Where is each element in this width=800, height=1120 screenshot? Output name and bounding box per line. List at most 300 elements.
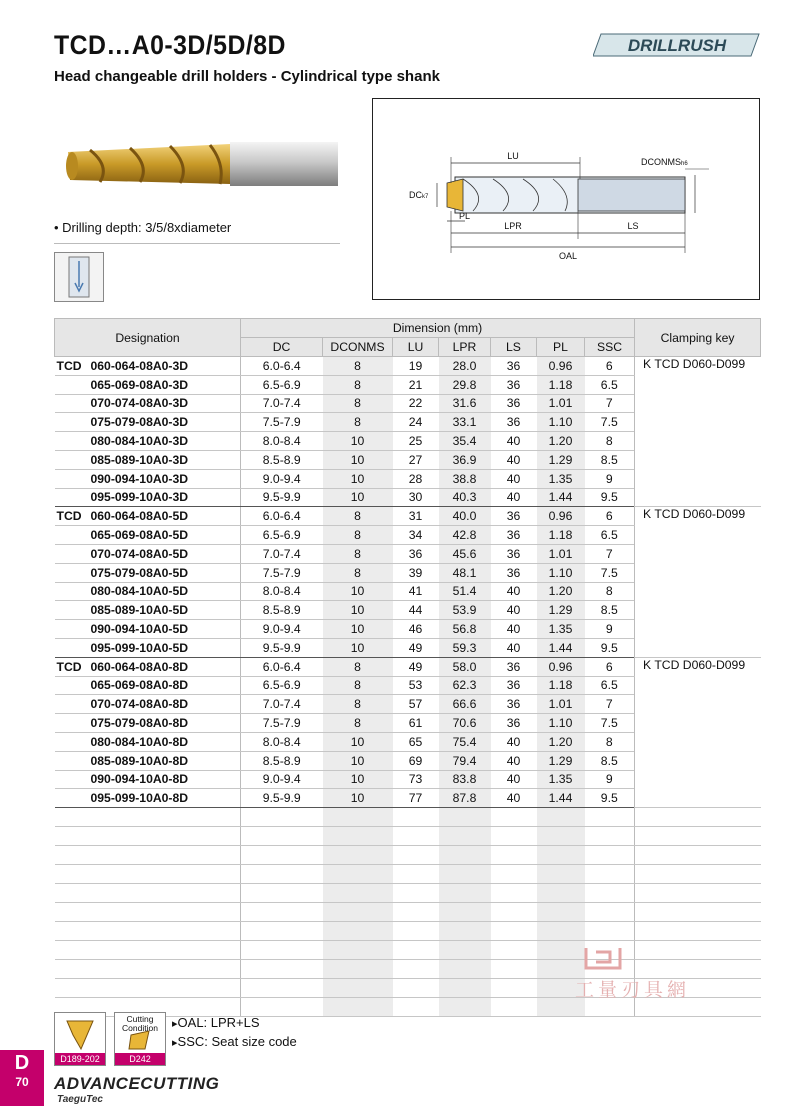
clamping-key-cell: K TCD D060-D099	[635, 657, 761, 807]
designation-cell	[55, 507, 241, 526]
designation-cell	[55, 413, 241, 432]
designation-code: 060-064-08A0-5D	[90, 509, 189, 524]
dc-cell: 8.5-8.9	[241, 601, 323, 620]
empty-cell	[491, 941, 537, 960]
pl-cell: 1.29	[537, 751, 585, 770]
dc-cell: 8.0-8.4	[241, 432, 323, 451]
lpr-cell: 40.3	[439, 488, 491, 507]
designation-cell	[55, 751, 241, 770]
ls-cell: 36	[491, 526, 537, 545]
table-row	[55, 657, 761, 676]
dconms-cell: 10	[323, 469, 393, 488]
section-letter: D	[14, 1052, 30, 1074]
pl-cell: 1.01	[537, 544, 585, 563]
ls-cell: 40	[491, 732, 537, 751]
lpr-cell: 38.8	[439, 469, 491, 488]
designation-code: 085-089-10A0-3D	[90, 452, 189, 467]
dconms-cell: 8	[323, 375, 393, 394]
dconms-cell: 10	[323, 582, 393, 601]
empty-cell	[439, 979, 491, 998]
dimension-diagram	[372, 98, 760, 300]
insert-reference-page: D189-202	[55, 1053, 105, 1065]
empty-cell	[491, 884, 537, 903]
col-ssc: SSC	[585, 338, 635, 357]
ssc-cell: 8.5	[585, 450, 635, 469]
lu-cell: 19	[393, 357, 439, 376]
dconms-cell: 8	[323, 695, 393, 714]
lu-cell: 25	[393, 432, 439, 451]
lpr-cell: 42.8	[439, 526, 491, 545]
designation-cell	[55, 676, 241, 695]
ls-cell: 40	[491, 469, 537, 488]
empty-cell	[537, 884, 585, 903]
col-pl: PL	[537, 338, 585, 357]
dconms-cell: 10	[323, 450, 393, 469]
empty-cell	[393, 808, 439, 827]
designation-code: 070-074-08A0-5D	[90, 546, 189, 561]
empty-cell	[635, 903, 761, 922]
dconms-cell: 8	[323, 544, 393, 563]
dc-cell: 7.5-7.9	[241, 714, 323, 733]
dconms-cell: 10	[323, 432, 393, 451]
lpr-cell: 45.6	[439, 544, 491, 563]
dc-cell: 9.5-9.9	[241, 638, 323, 657]
dconms-cell: 10	[323, 620, 393, 639]
designation-cell	[55, 732, 241, 751]
designation-cell	[55, 563, 241, 582]
empty-row	[55, 846, 761, 865]
table-row	[55, 507, 761, 526]
empty-cell	[393, 922, 439, 941]
designation-code: 070-074-08A0-3D	[90, 396, 189, 411]
empty-cell	[241, 941, 323, 960]
drillrush-logo	[593, 32, 761, 62]
ls-cell: 36	[491, 394, 537, 413]
empty-cell	[439, 884, 491, 903]
dconms-cell: 10	[323, 751, 393, 770]
designation-cell	[55, 789, 241, 808]
table-row	[55, 357, 761, 376]
col-ls: LS	[491, 338, 537, 357]
empty-cell	[491, 865, 537, 884]
empty-cell	[55, 808, 241, 827]
empty-cell	[491, 846, 537, 865]
empty-cell	[635, 884, 761, 903]
empty-cell	[439, 922, 491, 941]
empty-cell	[585, 808, 635, 827]
ls-cell: 40	[491, 432, 537, 451]
pl-cell: 1.18	[537, 526, 585, 545]
empty-cell	[241, 979, 323, 998]
drilling-depth-note: • Drilling depth: 3/5/8xdiameter	[54, 220, 232, 235]
empty-cell	[537, 941, 585, 960]
lu-cell: 39	[393, 563, 439, 582]
pl-cell: 1.44	[537, 488, 585, 507]
empty-cell	[491, 808, 537, 827]
empty-cell	[393, 865, 439, 884]
ls-cell: 36	[491, 657, 537, 676]
pl-cell: 1.20	[537, 732, 585, 751]
empty-cell	[323, 979, 393, 998]
dc-cell: 8.0-8.4	[241, 732, 323, 751]
designation-cell	[55, 526, 241, 545]
designation-cell	[55, 375, 241, 394]
lpr-cell: 79.4	[439, 751, 491, 770]
empty-cell	[537, 865, 585, 884]
empty-cell	[491, 922, 537, 941]
empty-cell	[635, 865, 761, 884]
lu-cell: 27	[393, 450, 439, 469]
dc-cell: 9.5-9.9	[241, 488, 323, 507]
dc-cell: 7.0-7.4	[241, 544, 323, 563]
empty-cell	[491, 960, 537, 979]
ls-cell: 36	[491, 544, 537, 563]
lu-cell: 31	[393, 507, 439, 526]
designation-cell	[55, 582, 241, 601]
ssc-cell: 9	[585, 469, 635, 488]
pl-cell: 1.18	[537, 375, 585, 394]
col-dconms: DCONMS	[323, 338, 393, 357]
empty-row	[55, 903, 761, 922]
ls-cell: 36	[491, 714, 537, 733]
designation-cell	[55, 450, 241, 469]
dc-cell: 6.0-6.4	[241, 657, 323, 676]
empty-cell	[55, 846, 241, 865]
empty-cell	[55, 941, 241, 960]
oal-label: OAL	[558, 251, 578, 261]
designation-code: 075-079-08A0-3D	[90, 415, 189, 430]
ls-cell: 36	[491, 507, 537, 526]
ssc-cell: 6.5	[585, 526, 635, 545]
clamping-header: Clamping key	[635, 319, 761, 357]
empty-cell	[323, 941, 393, 960]
empty-cell	[393, 846, 439, 865]
ls-cell: 40	[491, 488, 537, 507]
ssc-cell: 7	[585, 695, 635, 714]
ssc-cell: 6	[585, 657, 635, 676]
pl-cell: 0.96	[537, 357, 585, 376]
pl-cell: 1.10	[537, 413, 585, 432]
drill-holder-photo	[60, 130, 345, 200]
watermark-text: 工量刃具網	[575, 980, 691, 1001]
pl-cell: 1.01	[537, 394, 585, 413]
empty-cell	[393, 941, 439, 960]
designation-code: 065-069-08A0-3D	[90, 377, 189, 392]
designation-code: 090-094-10A0-8D	[90, 772, 189, 787]
clamping-key-cell: K TCD D060-D099	[635, 357, 761, 507]
ssc-cell: 7.5	[585, 563, 635, 582]
dc-cell: 8.5-8.9	[241, 450, 323, 469]
designation-header: Designation	[55, 319, 241, 357]
pl-cell: 0.96	[537, 507, 585, 526]
ssc-cell: 8.5	[585, 751, 635, 770]
designation-code: 060-064-08A0-8D	[90, 659, 189, 674]
pl-cell: 1.44	[537, 789, 585, 808]
lpr-cell: 56.8	[439, 620, 491, 639]
empty-cell	[635, 846, 761, 865]
ssc-cell: 6.5	[585, 676, 635, 695]
dc-cell: 9.0-9.4	[241, 469, 323, 488]
dc-cell: 8.0-8.4	[241, 582, 323, 601]
empty-cell	[439, 827, 491, 846]
ssc-cell: 9.5	[585, 789, 635, 808]
cutting-condition-page: D242	[115, 1053, 165, 1065]
empty-cell	[323, 960, 393, 979]
pl-cell: 1.18	[537, 676, 585, 695]
dconms-cell: 10	[323, 488, 393, 507]
empty-row	[55, 808, 761, 827]
ssc-cell: 8.5	[585, 601, 635, 620]
empty-cell	[323, 998, 393, 1017]
ssc-cell: 7	[585, 394, 635, 413]
empty-cell	[241, 960, 323, 979]
dc-cell: 8.5-8.9	[241, 751, 323, 770]
designation-code: 095-099-10A0-8D	[90, 791, 189, 806]
ls-cell: 36	[491, 695, 537, 714]
lpr-cell: 31.6	[439, 394, 491, 413]
empty-cell	[55, 922, 241, 941]
ls-cell: 40	[491, 770, 537, 789]
empty-cell	[55, 903, 241, 922]
dc-cell: 6.0-6.4	[241, 507, 323, 526]
empty-cell	[635, 827, 761, 846]
empty-cell	[55, 865, 241, 884]
empty-row	[55, 827, 761, 846]
ssc-cell: 9	[585, 770, 635, 789]
empty-cell	[537, 922, 585, 941]
pl-cell: 0.96	[537, 657, 585, 676]
empty-cell	[439, 846, 491, 865]
designation-code: 065-069-08A0-5D	[90, 528, 189, 543]
designation-prefix: TCD	[56, 358, 82, 373]
lpr-label: LPR	[504, 221, 522, 231]
pl-cell: 1.44	[537, 638, 585, 657]
empty-cell	[393, 903, 439, 922]
pl-cell: 1.35	[537, 469, 585, 488]
ls-cell: 36	[491, 563, 537, 582]
lpr-cell: 53.9	[439, 601, 491, 620]
ls-cell: 36	[491, 413, 537, 432]
ssc-cell: 7	[585, 544, 635, 563]
empty-cell	[635, 922, 761, 941]
ls-cell: 36	[491, 357, 537, 376]
designation-cell	[55, 695, 241, 714]
ls-cell: 40	[491, 450, 537, 469]
insert-reference-icon	[54, 1012, 106, 1066]
lu-cell: 69	[393, 751, 439, 770]
pl-cell: 1.01	[537, 695, 585, 714]
cutting-condition-title: Cutting Condition	[122, 1014, 158, 1033]
empty-cell	[241, 903, 323, 922]
designation-cell	[55, 544, 241, 563]
empty-cell	[241, 846, 323, 865]
empty-cell	[537, 903, 585, 922]
ls-cell: 40	[491, 620, 537, 639]
empty-cell	[55, 979, 241, 998]
dconms-cell: 8	[323, 657, 393, 676]
lu-cell: 53	[393, 676, 439, 695]
lpr-cell: 33.1	[439, 413, 491, 432]
dc-label: DCk7	[409, 190, 429, 200]
ssc-cell: 6.5	[585, 375, 635, 394]
pl-cell: 1.20	[537, 582, 585, 601]
lu-cell: 36	[393, 544, 439, 563]
empty-row	[55, 884, 761, 903]
empty-row	[55, 941, 761, 960]
designation-cell	[55, 469, 241, 488]
ssc-cell: 8	[585, 582, 635, 601]
brand-text: DRILLRUSH	[627, 36, 727, 55]
empty-cell	[491, 998, 537, 1017]
lu-label: LU	[507, 151, 519, 161]
ls-cell: 36	[491, 676, 537, 695]
empty-cell	[323, 808, 393, 827]
designation-cell	[55, 714, 241, 733]
empty-cell	[537, 827, 585, 846]
empty-cell	[585, 827, 635, 846]
ls-cell: 36	[491, 375, 537, 394]
pl-cell: 1.10	[537, 563, 585, 582]
empty-cell	[323, 827, 393, 846]
footnotes	[172, 1014, 297, 1052]
empty-cell	[439, 808, 491, 827]
ssc-cell: 6	[585, 357, 635, 376]
dconms-cell: 10	[323, 732, 393, 751]
dc-cell: 9.0-9.4	[241, 770, 323, 789]
ls-cell: 40	[491, 751, 537, 770]
lpr-cell: 40.0	[439, 507, 491, 526]
designation-cell	[55, 657, 241, 676]
dconms-cell: 8	[323, 394, 393, 413]
dconms-cell: 8	[323, 526, 393, 545]
empty-cell	[393, 979, 439, 998]
empty-cell	[585, 922, 635, 941]
empty-cell	[241, 827, 323, 846]
lpr-cell: 83.8	[439, 770, 491, 789]
lu-cell: 49	[393, 638, 439, 657]
ssc-cell: 9.5	[585, 488, 635, 507]
designation-code: 065-069-08A0-8D	[90, 678, 189, 693]
empty-cell	[585, 846, 635, 865]
note-oal: ▸ OAL: LPR+LS	[172, 1014, 297, 1033]
designation-prefix: TCD	[56, 509, 82, 524]
page-title: TCD…A0-3D/5D/8D	[54, 30, 286, 60]
lpr-cell: 36.9	[439, 450, 491, 469]
empty-row	[55, 922, 761, 941]
lpr-cell: 28.0	[439, 357, 491, 376]
empty-cell	[635, 808, 761, 827]
pl-cell: 1.29	[537, 601, 585, 620]
designation-code: 080-084-10A0-3D	[90, 434, 189, 449]
empty-cell	[491, 827, 537, 846]
empty-cell	[241, 922, 323, 941]
pl-label: PL	[459, 211, 471, 221]
pl-cell: 1.35	[537, 770, 585, 789]
designation-code: 075-079-08A0-8D	[90, 716, 189, 731]
dimension-header: Dimension (mm)	[241, 319, 635, 338]
designation-code: 095-099-10A0-5D	[90, 640, 189, 655]
designation-code: 095-099-10A0-3D	[90, 490, 189, 505]
designation-cell	[55, 357, 241, 376]
empty-cell	[323, 903, 393, 922]
lu-cell: 46	[393, 620, 439, 639]
page-subtitle: Head changeable drill holders - Cylindrical type shank	[54, 68, 440, 85]
lu-cell: 73	[393, 770, 439, 789]
ssc-cell: 9	[585, 620, 635, 639]
col-dc: DC	[241, 338, 323, 357]
designation-cell	[55, 770, 241, 789]
dconms-cell: 10	[323, 638, 393, 657]
designation-cell	[55, 394, 241, 413]
cutting-condition-icon	[114, 1012, 166, 1066]
lpr-cell: 51.4	[439, 582, 491, 601]
empty-cell	[439, 960, 491, 979]
dconms-label: DCONMSh6	[641, 157, 688, 167]
lu-cell: 21	[393, 375, 439, 394]
empty-cell	[241, 884, 323, 903]
dc-cell: 7.0-7.4	[241, 394, 323, 413]
designation-code: 085-089-10A0-8D	[90, 753, 189, 768]
dc-cell: 7.5-7.9	[241, 413, 323, 432]
designation-cell	[55, 432, 241, 451]
designation-cell	[55, 620, 241, 639]
empty-cell	[393, 827, 439, 846]
empty-cell	[55, 827, 241, 846]
page-number: 70	[15, 1075, 29, 1089]
empty-cell	[491, 979, 537, 998]
empty-cell	[585, 884, 635, 903]
divider	[54, 243, 340, 244]
empty-cell	[393, 960, 439, 979]
designation-code: 060-064-08A0-3D	[90, 358, 189, 373]
dc-cell: 6.0-6.4	[241, 357, 323, 376]
lu-cell: 34	[393, 526, 439, 545]
lpr-cell: 75.4	[439, 732, 491, 751]
designation-prefix: TCD	[56, 659, 82, 674]
ssc-cell: 6	[585, 507, 635, 526]
lu-cell: 57	[393, 695, 439, 714]
dconms-cell: 8	[323, 563, 393, 582]
ssc-cell: 7.5	[585, 413, 635, 432]
lu-cell: 65	[393, 732, 439, 751]
ssc-cell: 8	[585, 732, 635, 751]
empty-cell	[323, 884, 393, 903]
empty-cell	[439, 941, 491, 960]
lu-cell: 41	[393, 582, 439, 601]
empty-cell	[635, 941, 761, 960]
pl-cell: 1.20	[537, 432, 585, 451]
empty-cell	[323, 922, 393, 941]
lu-cell: 30	[393, 488, 439, 507]
lpr-cell: 62.3	[439, 676, 491, 695]
lpr-cell: 59.3	[439, 638, 491, 657]
empty-cell	[323, 865, 393, 884]
advance-cutting-logo: ADVANCECUTTING	[54, 1074, 220, 1093]
empty-cell	[241, 865, 323, 884]
dconms-cell: 8	[323, 357, 393, 376]
dconms-cell: 8	[323, 507, 393, 526]
designation-cell	[55, 638, 241, 657]
designation-code: 075-079-08A0-5D	[90, 565, 189, 580]
ssc-cell: 7.5	[585, 714, 635, 733]
empty-cell	[323, 846, 393, 865]
designation-cell	[55, 488, 241, 507]
empty-row	[55, 865, 761, 884]
dconms-cell: 8	[323, 413, 393, 432]
empty-cell	[439, 903, 491, 922]
empty-cell	[439, 998, 491, 1017]
col-lu: LU	[393, 338, 439, 357]
